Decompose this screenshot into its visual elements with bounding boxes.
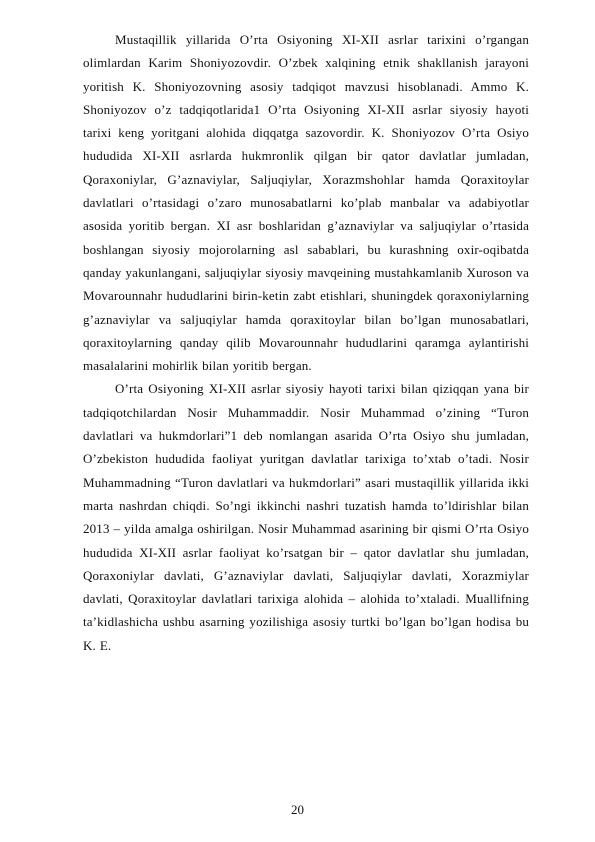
page-number: 20 (291, 802, 304, 817)
body-text (83, 28, 529, 657)
paragraph-shoniyozov: Mustaqillik yillarida O’rta Osiyoning XI-XII asrlar tarixini o’rgangan olimlardan Karim Shoniyozovdir. O’zbek xalqining etnik shakllanish jarayoni yoritish K. Shoniyozovning asosiy tadqiqot mavzusi hisoblanadi. Ammo K. Shoniyozov o’z tadqiqotlarida1 O’rta Osiyoning XI-XII asrlar siyosiy hayoti tarixi keng yoritgani alohida diqqatga sazovordir. K. Shoniyozov O’rta Osiyo hududida XI-XII asrlarda hukmronlik qilgan bir qator davlatlar jumladan, Qoraxoniylar, G’aznaviylar, Saljuqiylar, Xorazmshohlar hamda Qoraxitoylar davlatlari o’rtasidagi o’zaro munosabatlarni ko’plab manbalar va adabiyotlar asosida yoritib bergan. XI asr boshlaridan g’aznaviylar va saljuqiylar o’rtasida boshlangan siyosiy mojorolarning asl sabablari, bu kurashning oxir-oqibatda qanday yakunlangani, saljuqiylar siyosiy mavqeining mustahkamlanib Xuroson va Movarounnahr hududlarini birin-ketin zabt etishlari, shuningdek qoraxoniylarning g’aznaviylar va saljuqiylar hamda qoraxitoylar bilan bo’lgan munosabatlari, qoraxitoylarning qanday qilib Movarounnahr hududlarini qaramga aylantirishi masalalarini mohirlik bilan yoritib bergan. (83, 32, 529, 374)
paragraph-nosir-muhammad: O’rta Osiyoning XI-XII asrlar siyosiy hayoti tarixi bilan qiziqqan yana bir tadqiqotchilardan Nosir Muhammaddir. Nosir Muhammad o’zining “Turon davlatlari va hukmdorlari”1 deb nomlangan asarida O’rta Osiyo shu jumladan, O’zbekiston hududida faoliyat yuritgan davlatlar tarixiga to’xtab o’tadi. Nosir Muhammadning “Turon davlatlari va hukmdorlari” asari mustaqillik yillarida ikki marta nashrdan chiqdi. So’ngi ikkinchi nashri tuzatish hamda to’ldirishlar bilan 2013 – yilda amalga oshirilgan. Nosir Muhammad asarining bir qismi O’rta Osiyo hududida XI-XII asrlar faoliyat ko’rsatgan bir – qator davlatlar shu jumladan, Qoraxoniylar davlati, G’aznaviylar davlati, Saljuqiylar davlati, Xorazmiylar davlati, Qoraxitoylar davlatlari tarixiga alohida – alohida to’xtaladi. Muallifning ta’kidlashicha ushbu asarning yozilishiga asosiy turtki bo’lgan bo’lgan hodisa bu K. E. (83, 381, 529, 653)
